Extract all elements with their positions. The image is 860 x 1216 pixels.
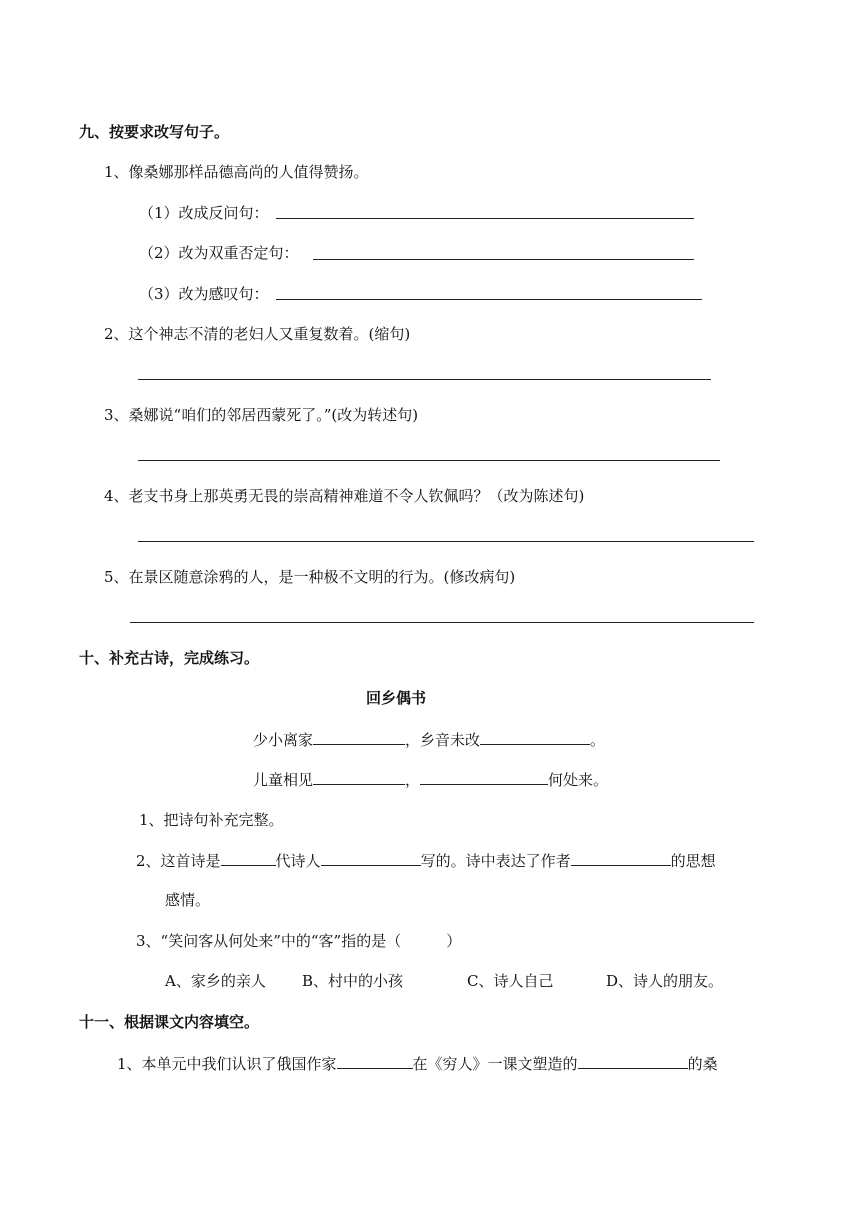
question-10-1: 1、把诗句补充完整。 [139,811,284,829]
poem-blank-1[interactable] [313,729,405,745]
poem-line-2 [253,769,608,790]
option-a[interactable]: A、家乡的亲人 [165,972,266,990]
question-9-4: 4、老支书身上那英勇无畏的崇高精神难道不令人钦佩吗？（改为陈述句) [104,487,585,505]
answer-line-9-1-3[interactable] [276,299,702,300]
question-9-2: 2、这个神志不清的老妇人又重复数着。(缩句) [104,325,411,343]
poem-line-2-part-a: 儿童相见 [253,771,314,789]
question-10-2-part-c: 写的。诗中表达了作者 [420,852,571,870]
question-9-1-3-label: （3）改为感叹句： [139,285,269,303]
question-11-1-part-b: 在《穷人》一课文塑造的 [412,1055,578,1073]
poem-line-1-part-a: 少小离家 [253,731,314,749]
poem-title: 回乡偶书 [366,689,427,707]
answer-line-9-5[interactable] [130,622,754,623]
poem-line-1-part-b: ，乡音未改 [405,731,481,749]
character-blank[interactable] [578,1053,688,1069]
poem-blank-3[interactable] [313,769,405,785]
dynasty-blank[interactable] [221,850,276,866]
question-9-1-2-label: （2）改为双重否定句： [139,244,299,262]
question-9-1: 1、像桑娜那样品德高尚的人值得赞扬。 [104,163,369,181]
poet-blank[interactable] [321,850,421,866]
question-11-1-part-c: 的桑 [687,1055,718,1073]
option-c[interactable]: C、诗人自己 [467,972,554,990]
poem-line-1 [253,729,605,750]
answer-line-9-1-2[interactable] [313,259,694,260]
answer-line-9-1-1[interactable] [276,218,694,219]
poem-line-1-part-c: 。 [590,731,606,749]
poem-blank-2[interactable] [480,729,590,745]
question-10-2-part-b: 代诗人 [275,852,321,870]
section-11-title: 十一、根据课文内容填空。 [79,1013,260,1031]
question-10-2 [136,850,716,871]
question-10-2-part-a: 2、这首诗是 [136,852,221,870]
poem-blank-4[interactable] [420,769,548,785]
answer-line-9-2[interactable] [138,379,711,380]
poem-line-2-part-c: 何处来。 [548,771,609,789]
feeling-blank[interactable] [571,850,671,866]
author-blank[interactable] [337,1053,413,1069]
option-b[interactable]: B、村中的小孩 [302,972,404,990]
question-10-2-part-d: 的思想 [670,852,716,870]
answer-line-9-3[interactable] [138,460,720,461]
poem-line-2-part-b: ， [405,771,421,789]
question-10-2-continued: 感情。 [165,891,211,909]
option-d[interactable]: D、诗人的朋友。 [606,972,724,990]
question-9-1-1-label: （1）改成反问句： [139,204,269,222]
question-11-1-part-a: 1、本单元中我们认识了俄国作家 [117,1055,337,1073]
section-10-title: 十、补充古诗，完成练习。 [79,649,260,667]
section-9-title: 九、按要求改写句子。 [79,123,230,141]
question-10-3: 3、“笑问客从何处来”中的“客”指的是（ ） [136,932,462,950]
question-9-5: 5、在景区随意涂鸦的人，是一种极不文明的行为。(修改病句) [104,568,516,586]
question-9-3: 3、桑娜说“咱们的邻居西蒙死了。”(改为转述句) [104,406,419,424]
question-11-1 [117,1053,718,1074]
answer-line-9-4[interactable] [138,541,754,542]
